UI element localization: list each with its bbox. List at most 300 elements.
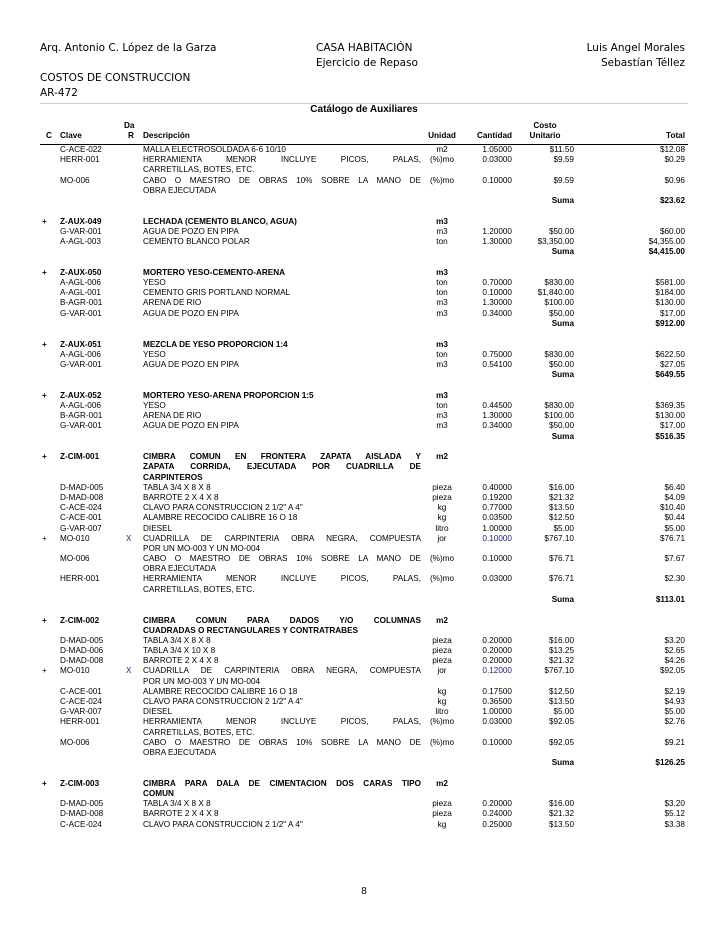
cell-descripcion: MALLA ELECTROSOLDADA 6-6 10/10 xyxy=(143,145,286,154)
cell-clave: D-MAD-008 xyxy=(60,656,104,666)
table-row xyxy=(40,155,688,165)
cell-costo-unitario: $13.50 xyxy=(548,697,574,706)
table-row xyxy=(40,707,688,717)
table-row xyxy=(40,687,688,697)
cell-descripcion: CLAVO PARA CONSTRUCCION 2 1/2" A 4" xyxy=(143,697,303,706)
cell-total: $3.20 xyxy=(664,635,685,645)
col-unidad: Unidad xyxy=(428,131,456,140)
catalog-title: Catálogo de Auxiliares xyxy=(40,103,688,116)
cell-cantidad: 0.10000 xyxy=(482,554,512,564)
cell-descripcion: CARRETILLAS, BOTES, ETC. xyxy=(143,727,255,737)
cell-costo-unitario: $830.00 xyxy=(544,278,574,288)
table-row xyxy=(40,227,688,237)
cell-unidad: m3 xyxy=(436,421,448,431)
cell-total: $581.00 xyxy=(655,278,685,288)
cell-cantidad: 1.30000 xyxy=(482,237,512,246)
table-row xyxy=(40,411,688,421)
cell-unidad: jor xyxy=(437,666,447,676)
cell-clave: Z-AUX-050 xyxy=(60,267,102,277)
auxiliary-header-row xyxy=(40,616,688,626)
cell-costo-unitario: $13.50 xyxy=(548,503,574,513)
table-row xyxy=(40,421,688,431)
cell-total: $3.38 xyxy=(664,819,685,829)
cell-cantidad: 0.03000 xyxy=(482,574,512,584)
cell-total: $27.05 xyxy=(659,359,685,369)
cell-total: $10.40 xyxy=(659,503,685,513)
cell-costo-unitario: $50.00 xyxy=(548,421,574,431)
section-gap xyxy=(40,380,688,391)
table-row xyxy=(40,799,688,809)
cell-costo-unitario: $100.00 xyxy=(544,298,574,308)
cell-cantidad: 0.12000 xyxy=(482,666,512,676)
cell-clave: Z-CIM-001 xyxy=(60,452,100,462)
cell-total: $3.20 xyxy=(664,799,685,809)
cell-costo-unitario: $5.00 xyxy=(553,523,574,533)
cell-unidad: (%)mo xyxy=(429,155,455,165)
cell-unidad: pieza xyxy=(432,656,452,666)
cell-descripcion: CARPINTEROS xyxy=(143,472,203,482)
cell-clave: C-ACE-024 xyxy=(60,503,102,513)
cell-descripcion: DIESEL xyxy=(143,523,173,533)
cell-clave: C-ACE-022 xyxy=(60,145,102,154)
col-da: Da xyxy=(124,121,135,130)
cell-clave: MO-006 xyxy=(60,554,90,564)
table-row xyxy=(40,809,688,819)
cell-unidad: kg xyxy=(437,503,447,513)
cell-clave: G-VAR-007 xyxy=(60,523,102,533)
cell-costo-unitario: $92.05 xyxy=(548,737,574,747)
cell-unidad: m2 xyxy=(436,615,448,625)
cell-cantidad: 0.24000 xyxy=(482,809,512,819)
cell-total: $130.00 xyxy=(655,411,685,421)
sum-total: $113.01 xyxy=(655,594,685,604)
cell-clave: HERR-001 xyxy=(60,155,100,165)
cell-costo-unitario: $1,840.00 xyxy=(537,288,574,298)
cell-unidad: m3 xyxy=(436,308,448,318)
table-row xyxy=(40,524,688,534)
cell-costo-unitario: $21.32 xyxy=(548,492,574,502)
cell-descripcion: CABO O MAESTRO DE OBRAS 10% SOBRE LA MANO DE xyxy=(143,737,421,747)
auxiliary-header-row xyxy=(40,452,688,462)
cell-total: $92.05 xyxy=(659,666,685,676)
cell-clave: G-VAR-001 xyxy=(60,226,102,236)
cell-costo-unitario: $100.00 xyxy=(544,411,574,421)
cell-descripcion: ALAMBRE RECOCIDO CALIBRE 16 O 18 xyxy=(143,513,298,523)
cell-cantidad: 0.03000 xyxy=(482,155,512,165)
sum-total: $126.25 xyxy=(655,758,685,768)
table-row xyxy=(40,656,688,666)
cell-clave: D-MAD-005 xyxy=(60,635,104,645)
cell-cantidad: 0.10000 xyxy=(482,737,512,747)
sum-row xyxy=(40,247,688,257)
cell-clave: MO-010 xyxy=(60,666,90,676)
cell-unidad: ton xyxy=(436,288,448,298)
description-continuation-row xyxy=(40,677,688,687)
cell-costo-unitario: $16.00 xyxy=(548,482,574,492)
cell-clave: Z-AUX-051 xyxy=(60,339,102,349)
cell-unidad: ton xyxy=(436,278,448,288)
cell-descripcion: CARRETILLAS, BOTES, ETC. xyxy=(143,584,255,594)
cell-descripcion: CEMENTO GRIS PORTLAND NORMAL xyxy=(143,288,291,298)
sum-label: Suma xyxy=(551,594,574,604)
cell-cantidad: 1.30000 xyxy=(482,411,512,421)
cell-descripcion: BARROTE 2 X 4 X 8 xyxy=(143,809,219,819)
cell-costo-unitario: $16.00 xyxy=(548,799,574,809)
section-gap xyxy=(40,329,688,340)
cell-total: $4,355.00 xyxy=(648,237,685,246)
cell-clave: C-ACE-024 xyxy=(60,697,102,706)
table-row xyxy=(40,298,688,308)
auxiliary-header-row xyxy=(40,217,688,227)
cell-costo-unitario: $21.32 xyxy=(548,656,574,666)
sum-total: $912.00 xyxy=(655,318,685,328)
table-row xyxy=(40,176,688,186)
table-row xyxy=(40,483,688,493)
section-gap xyxy=(40,206,688,217)
cell-cantidad: 0.75000 xyxy=(482,349,512,359)
cell-costo-unitario: $50.00 xyxy=(548,226,574,236)
cell-unidad: (%)mo xyxy=(429,574,455,584)
page-number: 8 xyxy=(361,886,367,897)
cell-descripcion: YESO xyxy=(143,349,166,359)
description-continuation-row xyxy=(40,544,688,554)
cell-clave: HERR-001 xyxy=(60,574,100,584)
cell-descripcion: LECHADA (CEMENTO BLANCO, AGUA) xyxy=(143,216,297,226)
cell-dr-flag: X xyxy=(126,533,132,543)
sum-total: $23.62 xyxy=(659,195,685,205)
cell-descripcion: CUADRILLA DE CARPINTERIA OBRA NEGRA, COMPUESTA xyxy=(143,666,421,676)
cell-descripcion: HERRAMIENTA MENOR INCLUYE PICOS, PALAS, xyxy=(143,155,421,165)
expand-marker: + xyxy=(42,339,47,349)
cell-total: $2.19 xyxy=(664,686,685,696)
cell-descripcion: ZAPATA CORRIDA, EJECUTADA POR CUADRILLA DE xyxy=(143,462,421,472)
section-gap xyxy=(40,257,688,268)
sum-row xyxy=(40,370,688,380)
course-code: AR-472 xyxy=(40,87,78,99)
cell-descripcion: CIMBRA PARA DALA DE CIMENTACION DOS CARAS TIPO xyxy=(143,778,421,788)
sum-label: Suma xyxy=(551,758,574,768)
cell-cantidad: 0.03500 xyxy=(482,513,512,523)
cell-costo-unitario: $76.71 xyxy=(548,574,574,584)
cell-descripcion: CUADRILLA DE CARPINTERIA OBRA NEGRA, COMPUESTA xyxy=(143,533,421,543)
table-row xyxy=(40,534,688,544)
description-continuation-row xyxy=(40,728,688,738)
cell-descripcion: CARRETILLAS, BOTES, ETC. xyxy=(143,165,255,175)
cell-descripcion: OBRA EJECUTADA xyxy=(143,185,217,195)
cell-clave: D-MAD-005 xyxy=(60,799,104,809)
cell-descripcion: TABLA 3/4 X 8 X 8 xyxy=(143,482,211,492)
cell-unidad: m3 xyxy=(436,411,448,421)
description-continuation-row xyxy=(40,186,688,196)
cell-unidad: m2 xyxy=(436,778,448,788)
cell-cantidad: 0.20000 xyxy=(482,635,512,645)
cell-costo-unitario: $3,350.00 xyxy=(537,237,574,246)
cell-cantidad: 1.00000 xyxy=(482,523,512,533)
cell-costo-unitario: $11.50 xyxy=(549,145,574,154)
cell-unidad: pieza xyxy=(432,635,452,645)
sum-total: $649.55 xyxy=(655,370,685,380)
student-name-2: Sebastían Téllez xyxy=(600,57,685,69)
table-row xyxy=(40,717,688,727)
cell-cantidad: 0.10000 xyxy=(482,175,512,185)
cell-dr-flag: X xyxy=(126,666,132,676)
cell-unidad: m2 xyxy=(436,145,448,154)
cell-cantidad: 0.25000 xyxy=(482,819,512,829)
cell-descripcion: CIMBRA COMUN PARA DADOS Y/O COLUMNAS xyxy=(143,615,421,625)
cell-clave: Z-CIM-002 xyxy=(60,615,100,625)
description-continuation-row xyxy=(40,585,688,595)
project-title: CASA HABITACIÓN xyxy=(316,42,413,54)
cell-descripcion: CABO O MAESTRO DE OBRAS 10% SOBRE LA MANO DE xyxy=(143,554,421,564)
cell-total: $17.00 xyxy=(659,421,685,431)
auxiliary-header-row xyxy=(40,340,688,350)
cell-cantidad: 0.20000 xyxy=(482,799,512,809)
cell-clave: Z-AUX-052 xyxy=(60,390,102,400)
cell-descripcion: HERRAMIENTA MENOR INCLUYE PICOS, PALAS, xyxy=(143,574,421,584)
cell-unidad: m3 xyxy=(436,267,448,277)
table-row xyxy=(40,820,688,830)
cell-clave: Z-CIM-003 xyxy=(60,778,100,788)
cell-total: $5.00 xyxy=(664,523,685,533)
cell-unidad: jor xyxy=(437,533,447,543)
cell-clave: D-MAD-005 xyxy=(60,482,104,492)
cell-costo-unitario: $5.00 xyxy=(553,707,574,717)
sum-label: Suma xyxy=(551,195,574,205)
cell-total: $4.26 xyxy=(664,656,685,666)
cell-cantidad: 0.40000 xyxy=(482,482,512,492)
cell-descripcion: BARROTE 2 X 4 X 8 xyxy=(143,656,219,666)
cell-total: $9.21 xyxy=(664,737,685,747)
cell-unidad: ton xyxy=(436,349,448,359)
cell-descripcion: TABLA 3/4 X 8 X 8 xyxy=(143,635,211,645)
cell-total: $0.96 xyxy=(664,175,685,185)
cell-clave: G-VAR-001 xyxy=(60,359,102,369)
cell-cantidad: 1.20000 xyxy=(482,226,512,236)
cell-costo-unitario: $76.71 xyxy=(548,554,574,564)
cell-clave: A-AGL-006 xyxy=(60,278,101,288)
cell-descripcion: MORTERO YESO-CEMENTO-ARENA xyxy=(143,267,286,277)
description-continuation-row xyxy=(40,564,688,574)
student-name-1: Luis Angel Morales xyxy=(586,42,685,54)
cell-costo-unitario: $767.10 xyxy=(544,666,574,676)
cell-costo-unitario: $12.50 xyxy=(548,513,574,523)
cell-unidad: m2 xyxy=(436,452,448,462)
table-row xyxy=(40,493,688,503)
cell-cantidad: 0.20000 xyxy=(482,646,512,656)
cell-descripcion: CLAVO PARA CONSTRUCCION 2 1/2" A 4" xyxy=(143,819,303,829)
cell-total: $6.40 xyxy=(664,482,685,492)
cell-total: $0.29 xyxy=(664,155,685,165)
expand-marker: + xyxy=(42,666,47,676)
cell-descripcion: MORTERO YESO-ARENA PROPORCION 1:5 xyxy=(143,390,314,400)
section-gap xyxy=(40,442,688,453)
cell-unidad: pieza xyxy=(432,809,452,819)
cell-total: $7.67 xyxy=(664,554,685,564)
sum-label: Suma xyxy=(551,318,574,328)
cell-cantidad: 1.05000 xyxy=(482,145,512,154)
cell-costo-unitario: $9.59 xyxy=(553,155,574,165)
cell-clave: B-AGR-001 xyxy=(60,411,103,421)
sum-row xyxy=(40,595,688,605)
cell-unidad: pieza xyxy=(432,646,452,656)
cell-clave: HERR-001 xyxy=(60,717,100,727)
cell-descripcion: AGUA DE POZO EN PIPA xyxy=(143,359,239,369)
cell-unidad: pieza xyxy=(432,482,452,492)
cell-clave: C-ACE-024 xyxy=(60,819,102,829)
cell-unidad: kg xyxy=(437,686,447,696)
cell-clave: D-MAD-006 xyxy=(60,646,104,656)
expand-marker: + xyxy=(42,452,47,462)
description-continuation-row xyxy=(40,462,688,472)
cell-total: $0.44 xyxy=(664,513,685,523)
cell-costo-unitario: $50.00 xyxy=(548,308,574,318)
cell-total: $5.12 xyxy=(664,809,685,819)
cell-clave: G-VAR-001 xyxy=(60,421,102,431)
description-continuation-row xyxy=(40,473,688,483)
expand-marker: + xyxy=(42,216,47,226)
cell-clave: MO-010 xyxy=(60,533,90,543)
cell-clave: A-AGL-006 xyxy=(60,400,101,410)
cell-unidad: m3 xyxy=(436,359,448,369)
cell-clave: MO-006 xyxy=(60,175,90,185)
table-row xyxy=(40,145,688,155)
cell-cantidad: 0.34000 xyxy=(482,308,512,318)
cell-clave: C-ACE-001 xyxy=(60,513,102,523)
table-row xyxy=(40,636,688,646)
cell-total: $17.00 xyxy=(659,308,685,318)
cell-unidad: kg xyxy=(437,513,447,523)
cell-cantidad: 0.34000 xyxy=(482,421,512,431)
table-header xyxy=(40,116,688,145)
table-row xyxy=(40,574,688,584)
cell-unidad: m3 xyxy=(436,298,448,308)
cell-clave: D-MAD-008 xyxy=(60,492,104,502)
cell-descripcion: DIESEL xyxy=(143,707,173,717)
col-unitario: Unitario xyxy=(529,131,561,140)
col-clave: Clave xyxy=(60,131,82,140)
table-row xyxy=(40,278,688,288)
cell-clave: A-AGL-001 xyxy=(60,288,101,298)
cell-unidad: (%)mo xyxy=(429,717,455,727)
section-gap xyxy=(40,605,688,616)
cell-cantidad: 0.03000 xyxy=(482,717,512,727)
cell-clave: A-AGL-003 xyxy=(60,237,101,246)
cell-unidad: kg xyxy=(437,697,447,706)
sum-row xyxy=(40,758,688,768)
cell-costo-unitario: $9.59 xyxy=(553,175,574,185)
cell-descripcion: AGUA DE POZO EN PIPA xyxy=(143,308,239,318)
cell-clave: Z-AUX-049 xyxy=(60,216,102,226)
cell-cantidad: 0.77000 xyxy=(482,503,512,513)
cell-unidad: litro xyxy=(435,523,449,533)
cell-unidad: m3 xyxy=(436,226,448,236)
col-total: Total xyxy=(666,131,685,140)
cell-clave: D-MAD-008 xyxy=(60,809,104,819)
sum-label: Suma xyxy=(551,370,574,380)
cell-descripcion: ALAMBRE RECOCIDO CALIBRE 16 O 18 xyxy=(143,686,298,696)
cell-total: $76.71 xyxy=(659,533,685,543)
cell-clave: C-ACE-001 xyxy=(60,686,102,696)
cell-descripcion: POR UN MO-003 Y UN MO-004 xyxy=(143,543,261,553)
table-row xyxy=(40,350,688,360)
table-row xyxy=(40,738,688,748)
cell-total: $622.50 xyxy=(655,349,685,359)
cell-total: $5.00 xyxy=(664,707,685,717)
table-row xyxy=(40,503,688,513)
cell-cantidad: 1.30000 xyxy=(482,298,512,308)
cell-cantidad: 0.36500 xyxy=(482,697,512,706)
cell-unidad: pieza xyxy=(432,799,452,809)
expand-marker: + xyxy=(42,615,47,625)
cell-costo-unitario: $767.10 xyxy=(544,533,574,543)
cell-unidad: (%)mo xyxy=(429,175,455,185)
cell-descripcion: ARENA DE RIO xyxy=(143,411,202,421)
section-gap xyxy=(40,768,688,779)
auxiliary-header-row xyxy=(40,268,688,278)
auxiliary-header-row xyxy=(40,779,688,789)
cell-cantidad: 0.20000 xyxy=(482,656,512,666)
expand-marker: + xyxy=(42,390,47,400)
cell-descripcion: COMUN xyxy=(143,789,174,798)
col-descripcion: Descripción xyxy=(143,131,190,140)
table-row xyxy=(40,666,688,676)
author: Arq. Antonio C. López de la Garza xyxy=(40,42,217,54)
cell-descripcion: YESO xyxy=(143,278,166,288)
cell-descripcion: CEMENTO BLANCO POLAR xyxy=(143,237,250,246)
cell-cantidad: 0.17500 xyxy=(482,686,512,696)
cell-descripcion: BARROTE 2 X 4 X 8 xyxy=(143,492,219,502)
cell-costo-unitario: $13.50 xyxy=(548,819,574,829)
cell-costo-unitario: $830.00 xyxy=(544,400,574,410)
sum-label: Suma xyxy=(551,431,574,441)
expand-marker: + xyxy=(42,267,47,277)
cell-total: $2.76 xyxy=(664,717,685,727)
cell-costo-unitario: $92.05 xyxy=(548,717,574,727)
expand-marker: + xyxy=(42,533,47,543)
table-row xyxy=(40,288,688,298)
cell-costo-unitario: $13.25 xyxy=(548,646,574,656)
cell-cantidad: 0.54100 xyxy=(482,359,512,369)
expand-marker: + xyxy=(42,778,47,788)
cell-unidad: m3 xyxy=(436,339,448,349)
cell-unidad: m3 xyxy=(436,216,448,226)
cell-cantidad: 0.70000 xyxy=(482,278,512,288)
cell-total: $2.30 xyxy=(664,574,685,584)
table-row xyxy=(40,697,688,707)
cell-cantidad: 1.00000 xyxy=(482,707,512,717)
exercise-subtitle: Ejercicio de Repaso xyxy=(316,57,418,69)
col-costo: Costo xyxy=(533,121,557,130)
sum-row xyxy=(40,319,688,329)
cell-descripcion: CIMBRA COMUN EN FRONTERA ZAPATA AISLADA Y xyxy=(143,452,421,462)
cell-total: $2.65 xyxy=(664,646,685,656)
cell-cantidad: 0.44500 xyxy=(482,400,512,410)
sum-label: Suma xyxy=(551,247,574,257)
cell-descripcion: HERRAMIENTA MENOR INCLUYE PICOS, PALAS, xyxy=(143,717,421,727)
auxiliaries-catalog-table xyxy=(40,103,688,830)
course-name: COSTOS DE CONSTRUCCION xyxy=(40,72,191,84)
cell-clave: G-VAR-007 xyxy=(60,707,102,717)
table-row xyxy=(40,554,688,564)
col-cantidad: Cantidad xyxy=(476,131,512,140)
cell-descripcion: CABO O MAESTRO DE OBRAS 10% SOBRE LA MANO DE xyxy=(143,175,421,185)
description-continuation-row xyxy=(40,626,688,636)
sum-total: $516.35 xyxy=(655,431,685,441)
cell-descripcion: CUADRADAS O RECTANGULARES Y CONTRATRABES xyxy=(143,625,359,635)
cell-costo-unitario: $50.00 xyxy=(548,359,574,369)
cell-descripcion: OBRA EJECUTADA xyxy=(143,747,217,757)
cell-descripcion: AGUA DE POZO EN PIPA xyxy=(143,421,239,431)
